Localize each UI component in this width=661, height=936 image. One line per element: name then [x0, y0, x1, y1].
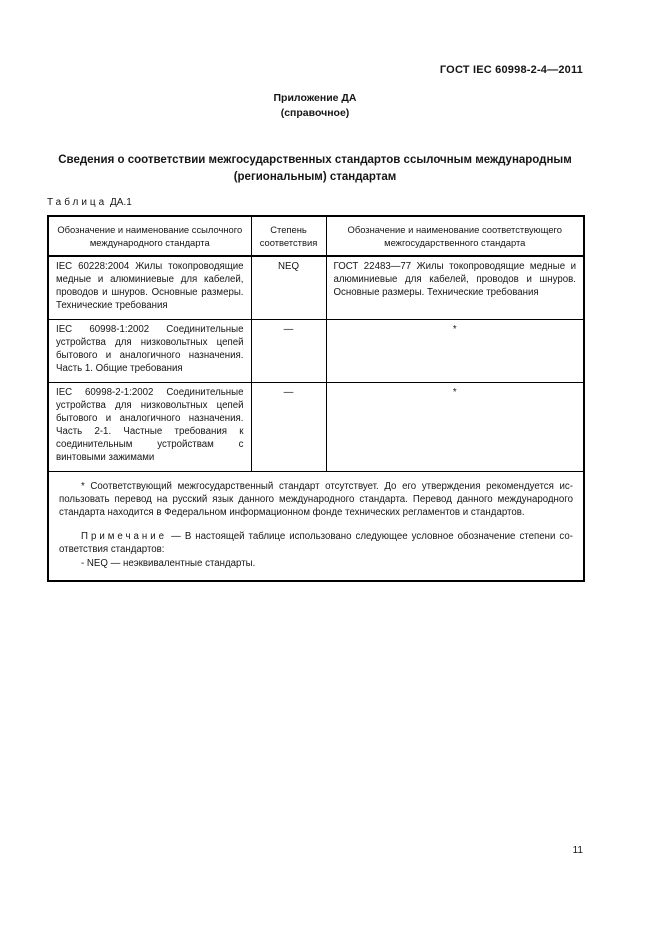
- annex-title: Приложение ДА: [273, 92, 357, 104]
- cell-corresponding-standard: ГОСТ 22483—77 Жилы токопроводящие медные и алюминиевые для кабелей, проводов и шнуров. Основные размеры. Технические требования: [326, 256, 584, 320]
- table-row: [48, 320, 584, 383]
- table-label: [47, 197, 132, 208]
- page-number: 11: [572, 845, 583, 856]
- note-label: Примечание: [81, 531, 168, 542]
- table-footnote-cell: [48, 472, 584, 582]
- cell-reference-standard: IEC 60998-1:2002 Соединительные устройства для низковольтных цепей бытового и аналогичного назначения. Часть 1. Общие требования: [48, 320, 251, 383]
- column-header-reference-standard: Обозначение и наименование ссылочного международного стандарта: [48, 216, 251, 256]
- cell-reference-standard: IEC 60228:2004 Жилы токопроводящие медные и алюминиевые для кабелей, проводов и шнуров. Основные размеры. Технические требования: [48, 256, 251, 320]
- cell-degree: —: [251, 383, 326, 472]
- column-header-corresponding-standard: Обозначение и наименование соответствующего межгосударственного стандарта: [326, 216, 584, 256]
- correspondence-table: [47, 215, 585, 582]
- document-code-header: ГОСТ IEC 60998-2-4—2011: [439, 64, 583, 76]
- column-header-degree: Степень соответствия: [251, 216, 326, 256]
- table-label-number: ДА.1: [110, 197, 132, 208]
- table-header-row: [48, 216, 584, 256]
- cell-reference-standard: IEC 60998-2-1:2002 Соединительные устройства для низковольтных цепей бытового и аналогичного назначения. Часть 2-1. Частные требования к соединительным устройствам с винтовыми зажимами: [48, 383, 251, 472]
- cell-corresponding-standard: *: [326, 320, 584, 383]
- annex-heading: [47, 91, 583, 121]
- cell-corresponding-standard: *: [326, 383, 584, 472]
- cell-degree: —: [251, 320, 326, 383]
- note-list-item: - NEQ — неэквивалентные стандарты.: [81, 558, 256, 569]
- annex-subtitle: (справочное): [280, 107, 350, 119]
- table-footnote-row: [48, 472, 584, 582]
- note-paragraph: [59, 530, 573, 556]
- note-text: — В настоящей таблице использовано следующее условное обозначение степени соответствия стандартов:: [59, 531, 573, 555]
- table-label-word: Таблица: [47, 197, 108, 208]
- page-title: Сведения о соответствии межгосударственных стандартов ссылочным международным (региональным) стандартам: [58, 154, 572, 183]
- cell-degree: NEQ: [251, 256, 326, 320]
- table-row: [48, 383, 584, 472]
- table-row: [48, 256, 584, 320]
- footnote-text: * Соответствующий межгосударственный стандарт отсутствует. До его утверждения рекомендуется использовать перевод на русский язык данного международного стандарта. Перевод данного международного стандарта находится в Федеральном информационном фонде технических регламентов и стандартов.: [59, 481, 573, 518]
